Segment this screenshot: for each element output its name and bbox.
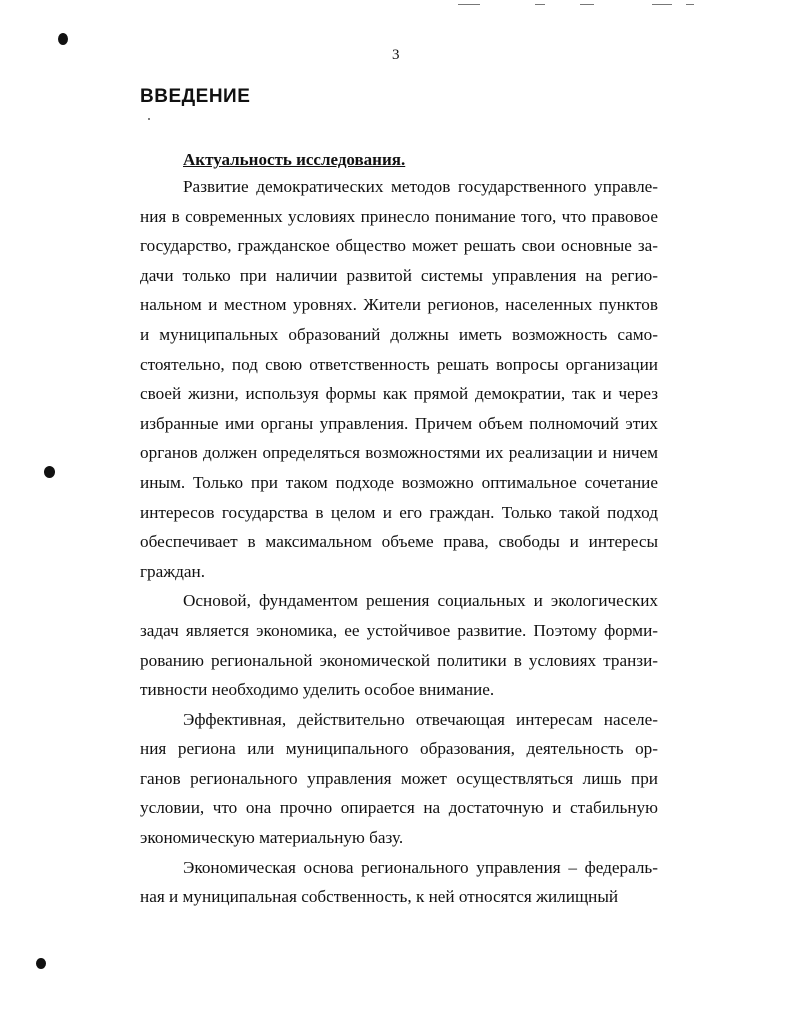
punch-hole-mark (58, 33, 68, 45)
text-line: граждан. (140, 561, 206, 581)
scan-artifact-rule (535, 4, 545, 5)
paragraph (140, 172, 658, 586)
paragraph (140, 586, 658, 704)
text-line: тивности необходимо уделить особое внимание. (140, 680, 495, 700)
text-line: своей жизни, используя формы как прямой демократии, так и через (140, 384, 658, 404)
scan-artifact-rule (580, 4, 594, 5)
scan-artifact-rule (458, 4, 480, 5)
text-line: задач является экономика, ее устойчивое развитие. Поэтому форми- (140, 620, 658, 640)
text-line: Экономическая основа регионального управления – федераль- (183, 857, 658, 877)
text-line: и муниципальных образований должны иметь возможность само- (140, 324, 658, 344)
text-line: нальном и местном уровнях. Жители регионов, населенных пунктов (140, 295, 658, 315)
text-line: иным. Только при таком подходе возможно оптимальное сочетание (140, 472, 658, 492)
section-title: Актуальность исследования. (183, 150, 406, 169)
text-line: Развитие демократических методов государственного управле- (183, 177, 658, 196)
punch-hole-mark (44, 466, 55, 478)
page-number: 3 (392, 47, 400, 63)
chapter-heading: ВВЕДЕНИЕ (140, 86, 251, 107)
text-line: экономическую материальную базу. (140, 828, 404, 848)
text-line: органов должен определяться возможностями их реализации и ничем (140, 443, 658, 463)
text-line: ганов регионального управления может осуществляться лишь при (140, 768, 658, 788)
text-line: рованию региональной экономической политики в условиях транзи- (140, 650, 658, 670)
text-line: стоятельно, под свою ответственность решать вопросы организации (140, 354, 658, 374)
text-line: избранные ими органы управления. Причем объем полномочий этих (140, 413, 658, 433)
scan-artifact-rule (652, 4, 672, 5)
text-line: ния в современных условиях принесло понимание того, что правовое (140, 206, 658, 226)
text-line: Эффективная, действительно отвечающая интересам населе- (183, 709, 658, 729)
text-line: условии, что она прочно опирается на достаточную и стабильную (140, 798, 658, 818)
text-line: Основой, фундаментом решения социальных и экологических (183, 591, 658, 611)
text-line: обеспечивает в максимальном объеме права, свободы и интересы (140, 532, 658, 552)
text-line: интересов государства в целом и его граждан. Только такой подход (140, 502, 658, 522)
paragraph (140, 853, 658, 912)
scan-speck (148, 118, 150, 120)
scan-artifact-rule (686, 4, 694, 5)
text-line: ния региона или муниципального образования, деятельность ор- (140, 739, 658, 759)
text-line: дачи только при наличии развитой системы управления на регио- (140, 265, 658, 285)
paragraph (140, 705, 658, 853)
punch-hole-mark (36, 958, 46, 969)
text-line: государство, гражданское общество может решать свои основные за- (140, 236, 658, 256)
body-text (140, 172, 658, 912)
text-line: ная и муниципальная собственность, к ней относятся жилищный (140, 887, 619, 907)
